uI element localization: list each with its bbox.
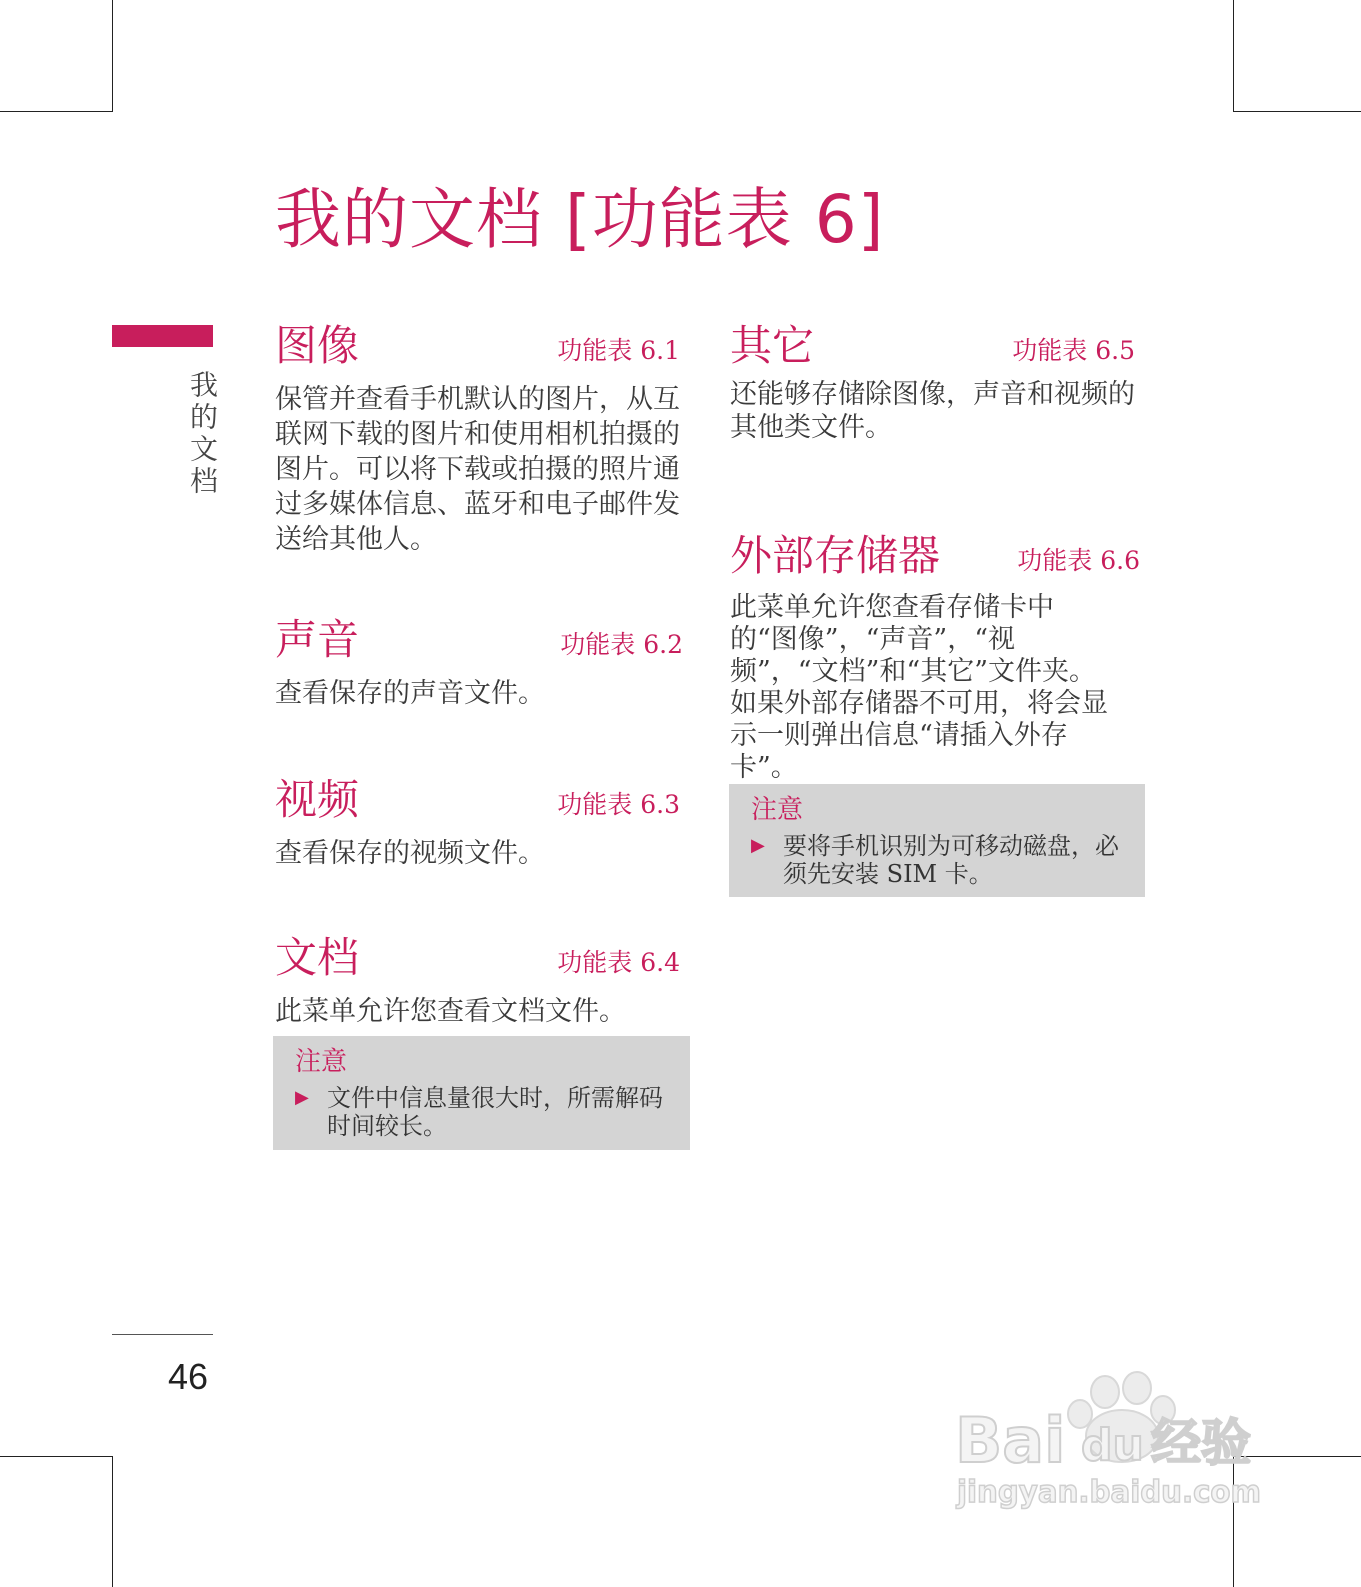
section-external-storage (730, 532, 1140, 784)
section-ref: 功能表 6.2 (560, 630, 683, 659)
section-title: 视频 (275, 775, 360, 824)
arrow-right-icon: ▶ (751, 835, 765, 856)
arrow-right-icon: ▶ (295, 1087, 309, 1108)
section-body: 查看保存的声音文件。 (275, 678, 545, 709)
note-box-documents (273, 1036, 690, 1150)
section-ref: 功能表 6.1 (557, 336, 680, 365)
page-number: 46 (168, 1356, 209, 1397)
side-label: 我的文档 (186, 370, 219, 498)
section-title: 文档 (275, 933, 360, 982)
section-videos (275, 776, 680, 871)
note-box-external-storage (729, 784, 1145, 897)
crop-mark-top-left-v (112, 0, 113, 112)
section-documents (275, 934, 680, 1029)
baidu-watermark (955, 1370, 1275, 1520)
section-others (730, 322, 1135, 444)
section-body: 还能够存储除图像，声音和视频的其他类文件。 (730, 379, 1135, 443)
baidu-paw-icon (955, 1370, 1275, 1520)
section-title: 图像 (275, 321, 360, 370)
section-ref: 功能表 6.4 (557, 948, 680, 977)
note-title: 注意 (751, 795, 804, 825)
crop-mark-top-left-h (0, 111, 112, 112)
section-ref: 功能表 6.3 (557, 790, 680, 819)
section-body: 此菜单允许您查看存储卡中的“图像”，“声音”，“视频”，“文档”和“其它”文件夹。如果外部存储器不可用，将会显示一则弹出信息“请插入外存卡”。 (730, 592, 1108, 783)
side-tab-marker (112, 325, 213, 347)
page-title: 我的文档 [功能表 6] (275, 181, 885, 258)
watermark-brand-du: du (1081, 1420, 1144, 1471)
crop-mark-bottom-left-v (112, 1456, 113, 1587)
section-title: 其它 (730, 321, 815, 370)
watermark-brand: Bai (955, 1404, 1066, 1477)
note-text: 文件中信息量很大时，所需解码时间较长。 (327, 1084, 663, 1140)
section-title: 外部存储器 (730, 531, 941, 580)
watermark-url: jingyan.baidu.com (956, 1475, 1261, 1510)
section-ref: 功能表 6.5 (1012, 336, 1135, 365)
section-body: 此菜单允许您查看文档文件。 (275, 996, 626, 1027)
section-sounds (275, 616, 683, 711)
page-number-rule (112, 1334, 213, 1335)
note-text: 要将手机识别为可移动磁盘，必须先安装 SIM 卡。 (783, 832, 1119, 888)
crop-mark-top-right-h (1233, 111, 1361, 112)
section-images (275, 322, 680, 557)
section-ref: 功能表 6.6 (1017, 546, 1140, 575)
watermark-brand-cn: 经验 (1151, 1414, 1251, 1472)
crop-mark-bottom-left-h (0, 1456, 112, 1457)
crop-mark-top-right-v (1233, 0, 1234, 112)
section-body: 查看保存的视频文件。 (275, 838, 545, 869)
section-body: 保管并查看手机默认的图片，从互联网下载的图片和使用相机拍摄的图片。可以将下载或拍摄的照片通过多媒体信息、蓝牙和电子邮件发送给其他人。 (275, 384, 680, 555)
section-title: 声音 (275, 615, 360, 664)
note-title: 注意 (295, 1047, 348, 1077)
